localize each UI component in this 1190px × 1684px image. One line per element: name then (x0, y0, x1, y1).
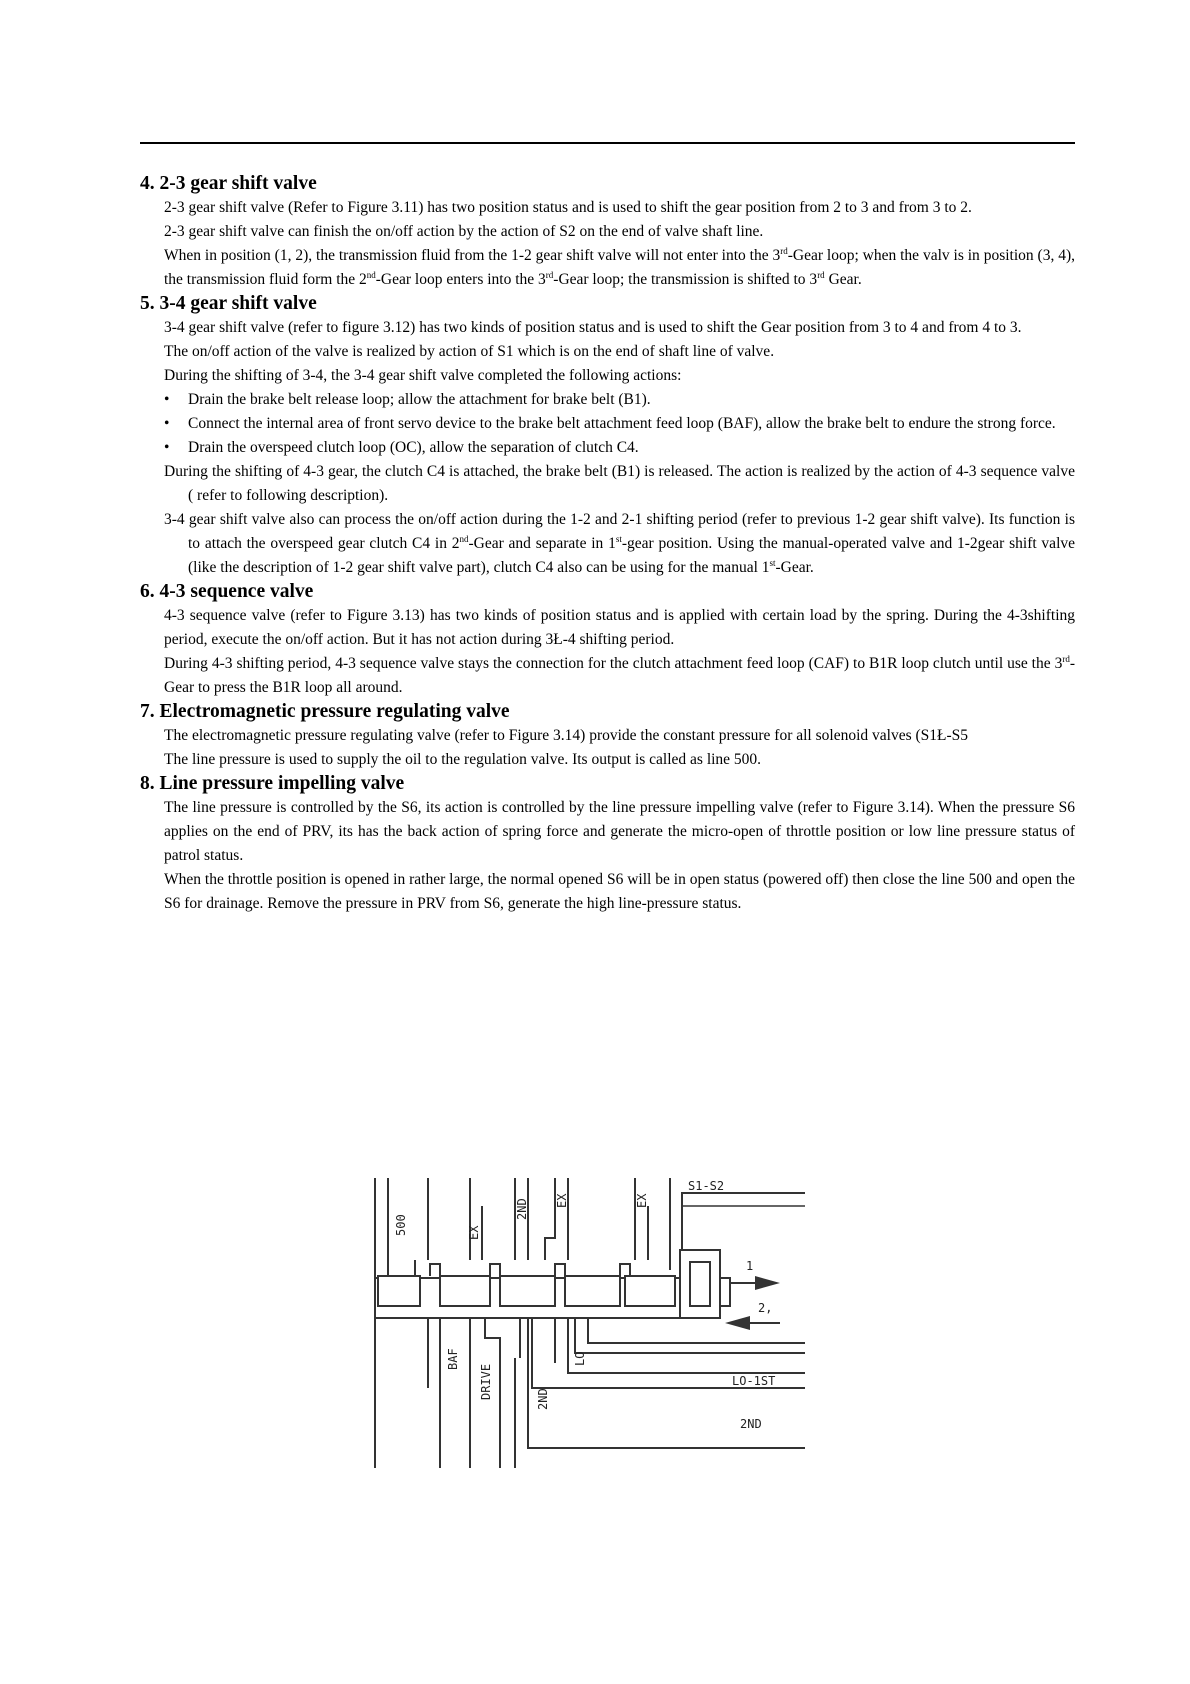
paragraph: During 4-3 shifting period, 4-3 sequence valve stays the connection for the clutch attachment feed loop (CAF) to B1R loop clutch until use the 3rd-Gear to press the B1R loop all around. (164, 654, 1075, 696)
label-ex-2: EX (555, 1193, 569, 1208)
list-item: • Connect the internal area of front servo device to the brake belt attachment feed loop (BAF), allow the brake belt to endure the strong force. (164, 412, 1075, 436)
label-lo-1st: LO-1ST (732, 1374, 776, 1388)
paragraph: 4-3 sequence valve (refer to Figure 3.13) has two kinds of position status and is applied with certain load by the spring. During the 4-3shifting period, execute the on/off action. But it has not action during 3Ł-4 shifting period. (164, 607, 1075, 648)
paragraph: The line pressure is used to supply the oil to the regulation valve. Its output is called as line 500. (164, 751, 762, 768)
label-lo: LO (573, 1351, 587, 1366)
label-baf: BAF (446, 1348, 460, 1370)
bullet-icon: • (164, 391, 170, 408)
section-heading-4: 4. 2-3 gear shift valve (140, 173, 317, 194)
bullet-icon: • (164, 415, 170, 432)
label-ex-1: EX (467, 1225, 481, 1240)
paragraph: 3-4 gear shift valve also can process the on/off action during the 1-2 and 2-1 shifting period (refer to previous 1-2 gear shift valve). Its function is to attach the overspeed gear clutch C4 in 2nd-Gear and separate in 1st-gear position. Using the manual-operated valve and 1-2gear shift valve (like the description of 1-2 gear shift valve part), clutch C4 also can be using for the manual 1st-Gear. (164, 511, 1076, 576)
paragraph: 3-4 gear shift valve (refer to figure 3.12) has two kinds of position status and is used to shift the Gear position from 3 to 4 and from 4 to 3. (164, 319, 1022, 336)
label-arrow-1: 1 (746, 1259, 754, 1273)
label-2nd-right: 2ND (740, 1417, 762, 1431)
section-heading-5: 5. 3-4 gear shift valve (140, 293, 317, 314)
label-500: 500 (394, 1214, 408, 1236)
document-body (140, 172, 1075, 916)
paragraph: When the throttle position is opened in rather large, the normal opened S6 will be in open status (powered off) then close the line 500 and open the S6 for drainage. Remove the pressure in PRV from S6, generate the high line-pressure status. (164, 871, 1075, 912)
paragraph: 2-3 gear shift valve can finish the on/off action by the action of S2 on the end of valve shaft line. (164, 223, 764, 240)
label-arrow-2: 2, (758, 1301, 773, 1315)
label-drive: DRIVE (479, 1363, 493, 1400)
list-item: • Drain the brake belt release loop; allow the attachment for brake belt (B1). (164, 388, 1075, 412)
list-item: • Drain the overspeed clutch loop (OC), allow the separation of clutch C4. (164, 436, 1075, 460)
paragraph: During the shifting of 3-4, the 3-4 gear shift valve completed the following actions: (164, 367, 682, 384)
section-heading-7: 7. Electromagnetic pressure regulating valve (140, 701, 510, 722)
label-ex-3: EX (635, 1193, 649, 1208)
bullet-icon: • (164, 439, 170, 456)
paragraph: When in position (1, 2), the transmission fluid from the 1-2 gear shift valve will not enter into the 3rd-Gear loop; when the valv is in position (3, 4), the transmission fluid form the 2nd-Gear loop enters into the 3rd-Gear loop; the transmission is shifted to 3rd Gear. (164, 246, 1075, 288)
section-heading-8: 8. Line pressure impelling valve (140, 773, 405, 794)
paragraph: The line pressure is controlled by the S6, its action is controlled by the line pressure impelling valve (refer to Figure 3.14). When the pressure S6 applies on the end of PRV, its has the back action of spring force and generate the micro-open of throttle position or low line pressure status of patrol status. (164, 799, 1075, 864)
label-s1-s2: S1-S2 (688, 1179, 725, 1193)
section-heading-6: 6. 4-3 sequence valve (140, 581, 314, 602)
paragraph: The on/off action of the valve is realized by action of S1 which is on the end of shaft line of valve. (164, 343, 775, 360)
label-2nd-bottom: 2ND (536, 1388, 550, 1410)
valve-schematic-figure (360, 1178, 820, 1478)
paragraph: The electromagnetic pressure regulating valve (refer to Figure 3.14) provide the constant pressure for all solenoid valves (S1Ł-S5 (164, 727, 969, 744)
paragraph: 2-3 gear shift valve (Refer to Figure 3.11) has two position status and is used to shift the gear position from 2 to 3 and from 3 to 2. (164, 199, 972, 216)
paragraph: During the shifting of 4-3 gear, the clutch C4 is attached, the brake belt (B1) is released. The action is realized by the action of 4-3 sequence valve ( refer to following description). (164, 463, 1075, 504)
label-2nd-top: 2ND (515, 1198, 529, 1220)
header-rule (140, 142, 1075, 144)
